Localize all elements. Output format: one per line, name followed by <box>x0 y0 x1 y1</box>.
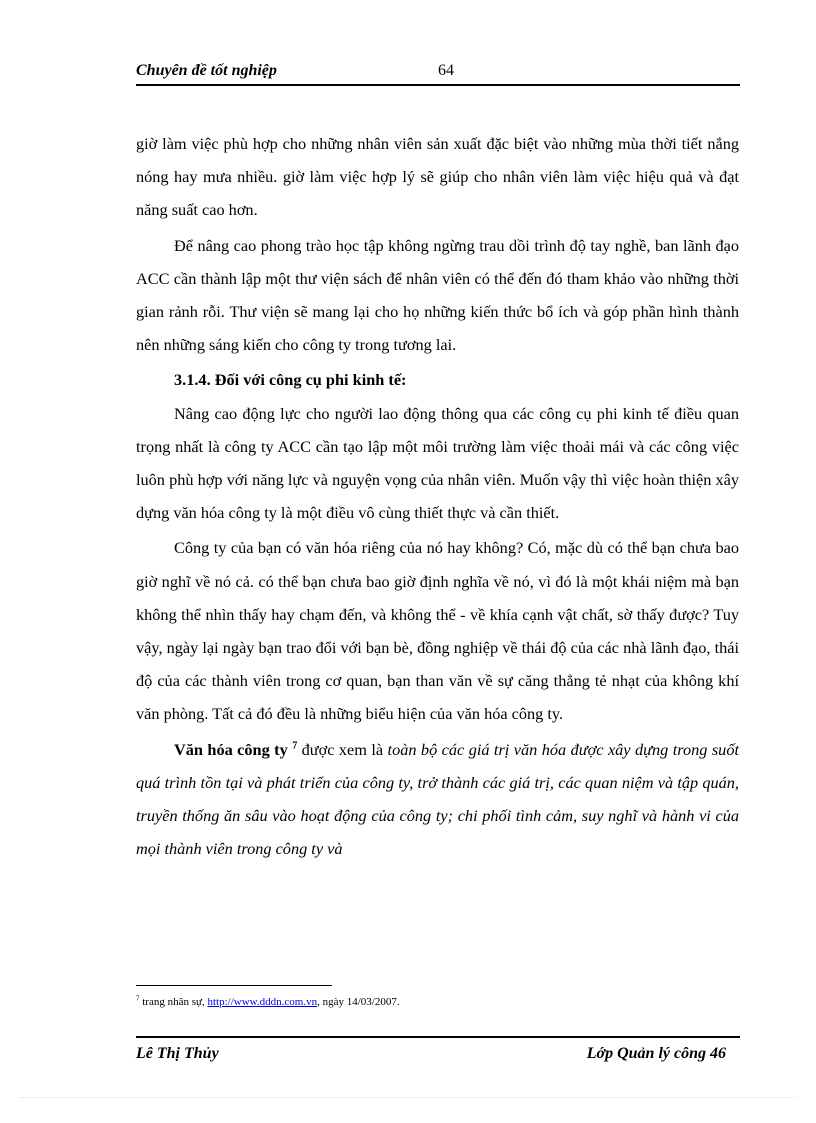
page-header <box>136 60 740 86</box>
header-title: Chuyên đề tốt nghiệp <box>136 62 277 79</box>
paragraph-4: Công ty của bạn có văn hóa riêng của nó hay không? Có, mặc dù có thể bạn chưa bao giờ nghĩ về nó cả. có thể bạn chưa bao giờ định nghĩa về nó, vì đó là một khái niệm mà bạn không thể nhìn thấy hay chạm đến, và không thể - về khía cạnh vật chất, sờ thấy được? Tuy vậy, ngày lại ngày bạn trao đổi với bạn bè, đồng nghiệp về thái độ của các nhà lãnh đạo, thái độ của các thành viên trong cơ quan, bạn than văn về sự căng thẳng tẻ nhạt của không khí văn phòng. Tất cả đó đều là những biểu hiện của văn hóa công ty. <box>136 538 739 724</box>
term-van-hoa-cong-ty: Văn hóa công ty <box>174 739 288 759</box>
footer-author: Lê Thị Thủy <box>136 1045 219 1062</box>
definition-text: toàn bộ các giá trị văn hóa được xây dựng trong suốt quá trình tồn tại và phát triển của công ty, trở thành các giá trị, các quan niệm và tập quán, truyền thống ăn sâu vào hoạt động của công ty; chi phối tình cảm, suy nghĩ và hành vi của mọi thành viên trong công ty và <box>136 739 739 859</box>
paragraph-5-connector: được xem là <box>297 739 388 759</box>
paragraph-3: Nâng cao động lực cho người lao động thông qua các công cụ phi kinh tế điều quan trọng nhất là công ty ACC cần tạo lập một môi trường làm việc thoải mái và các công việc luôn phù hợp với năng lực và nguyện vọng của nhân viên. Muốn vậy thì việc hoàn thiện xây dựng văn hóa công ty là một điều vô cùng thiết thực và cần thiết. <box>136 403 739 523</box>
paragraph-5 <box>136 733 739 866</box>
footnote <box>136 996 400 1008</box>
footnote-separator <box>136 985 332 986</box>
footnote-number: 7 <box>136 994 140 1003</box>
paragraph-1: giờ làm việc phù hợp cho những nhân viên sản xuất đặc biệt vào những mùa thời tiết nắng nóng hay mưa nhiều. giờ làm việc hợp lý sẽ giúp cho nhân viên làm việc hiệu quả và đạt năng suất cao hơn. <box>136 134 739 220</box>
document-body <box>136 127 739 865</box>
footnote-link[interactable]: http://www.dddn.com.vn <box>207 996 318 1008</box>
footnote-reference[interactable]: 7 <box>292 740 298 752</box>
footnote-suffix: , ngày 14/03/2007. <box>317 996 400 1008</box>
footer-class: Lớp Quản lý công 46 <box>586 1045 726 1062</box>
page-footer <box>136 1036 740 1068</box>
paragraph-2: Để nâng cao phong trào học tập không ngừng trau dồi trình độ tay nghề, ban lãnh đạo ACC cần thành lập một thư viện sách để nhân viên có thể đến đó tham khảo vào những thời gian rảnh rỗi. Thư viện sẽ mang lại cho họ những kiến thức bổ ích và góp phần hình thành nên những sáng kiến cho công ty trong tương lai. <box>136 235 739 355</box>
footnote-prefix: trang nhân sự, <box>139 996 208 1008</box>
section-heading: 3.1.4. Đối với công cụ phi kinh tế: <box>174 370 407 390</box>
page-bottom-edge <box>20 1097 796 1098</box>
page-number: 64 <box>438 62 454 79</box>
